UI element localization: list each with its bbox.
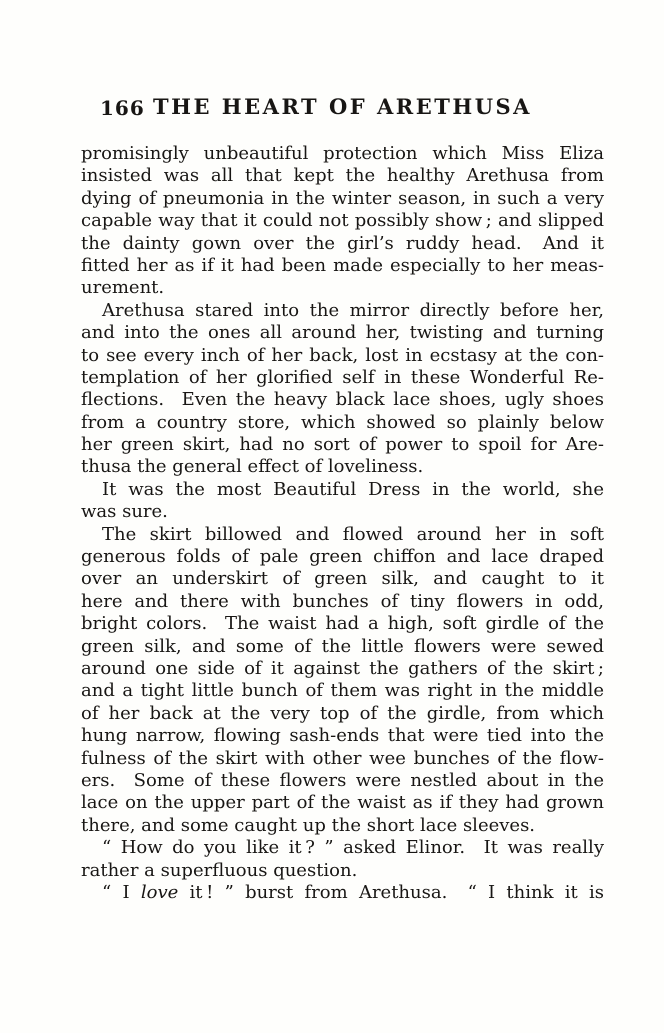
text-line: green silk, and some of the little flowers were sewed: [81, 635, 604, 657]
text-line: and into the ones all around her, twisting and turning: [81, 322, 604, 344]
text-line: there, and some caught up the short lace sleeves.: [81, 814, 536, 836]
text-line: It was the most Beautiful Dress in the world, she: [102, 478, 604, 500]
text-line: flections. Even the heavy black lace shoes, ugly shoes: [81, 389, 604, 411]
italic-text: love: [140, 881, 179, 903]
text-line: dying of pneumonia in the winter season, in such a very: [81, 187, 604, 209]
page-number: 166: [100, 96, 145, 120]
running-title: THE HEART OF ARETHUSA: [153, 94, 532, 119]
text-line: [81, 882, 604, 904]
text-line: here and there with bunches of tiny flowers in odd,: [81, 590, 604, 612]
body-text: [81, 143, 604, 904]
paragraph: [81, 479, 604, 524]
text-block: [81, 94, 604, 904]
paragraph: [81, 143, 604, 300]
text-line: insisted was all that kept the healthy Arethusa from: [81, 165, 604, 187]
text-line: fulness of the skirt with other wee bunches of the flow-: [81, 747, 604, 769]
text-line: was sure.: [81, 501, 168, 523]
text-line: fitted her as if it had been made especially to her meas-: [81, 254, 604, 276]
text-line: and a tight little bunch of them was right in the middle: [81, 680, 604, 702]
text-line: from a country store, which showed so plainly below: [81, 411, 604, 433]
text-line: around one side of it against the gathers of the skirt ;: [81, 657, 604, 679]
text-line: her green skirt, had no sort of power to spoil for Are-: [81, 434, 604, 456]
text-line: generous folds of pale green chiffon and lace draped: [81, 546, 604, 568]
text-line: over an underskirt of green silk, and caught to it: [81, 568, 604, 590]
running-head: [81, 94, 604, 120]
paragraph: [81, 300, 604, 479]
text-line: “ How do you like it ? ” asked Elinor. It was really: [102, 837, 604, 859]
text-line: the dainty gown over the girl’s ruddy head. And it: [81, 232, 604, 254]
text-line: promisingly unbeautiful protection which Miss Eliza: [81, 143, 604, 164]
text-segment: “ I: [102, 881, 141, 903]
text-line: capable way that it could not possibly show ; and slipped: [81, 210, 604, 232]
text-line: rather a superfluous question.: [81, 859, 358, 881]
text-line: to see every inch of her back, lost in ecstasy at the con-: [81, 344, 604, 366]
text-line: thusa the general effect of loveliness.: [81, 456, 424, 478]
text-segment: it ! ” burst from Arethusa. “ I think it is: [178, 881, 604, 903]
text-line: ers. Some of these flowers were nestled about in the: [81, 769, 604, 791]
paragraph: [81, 524, 604, 837]
text-line: Arethusa stared into the mirror directly before her,: [102, 299, 604, 321]
text-line: bright colors. The waist had a high, soft girdle of the: [81, 613, 604, 635]
text-line: templation of her glorified self in these Wonderful Re-: [81, 366, 604, 388]
text-line: urement.: [81, 277, 165, 299]
text-line: of her back at the very top of the girdle, from which: [81, 702, 604, 724]
paragraph: [81, 837, 604, 882]
text-line: The skirt billowed and flowed around her in soft: [102, 523, 604, 545]
paragraph: [81, 882, 604, 904]
text-line: lace on the upper part of the waist as if they had grown: [81, 792, 604, 814]
text-line: hung narrow, flowing sash-ends that were tied into the: [81, 725, 604, 747]
